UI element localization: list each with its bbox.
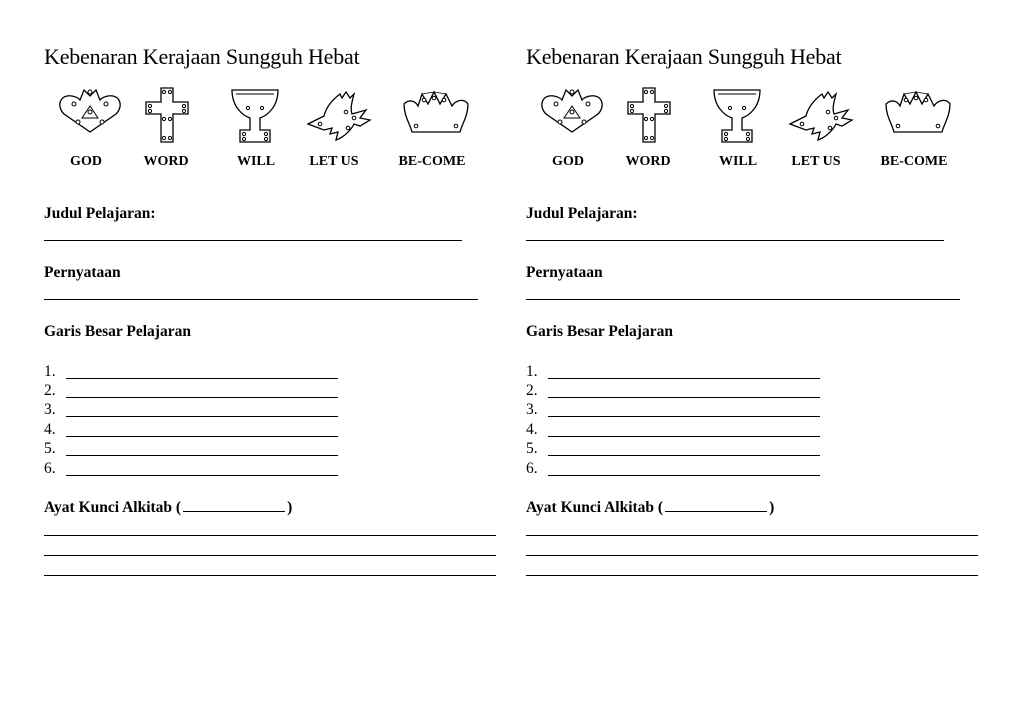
icon-label-will: WILL	[718, 154, 758, 169]
ayat-reference-blank[interactable]	[665, 499, 767, 512]
ayat-close-paren: )	[769, 499, 775, 516]
garis-besar-label: Garis Besar Pelajaran	[526, 323, 673, 340]
outline-line-5[interactable]	[548, 455, 820, 456]
outline-number: 6.	[526, 460, 538, 477]
pernyataan-line[interactable]	[526, 299, 960, 300]
ayat-line-1[interactable]	[44, 535, 496, 536]
icon-label-god: GOD	[70, 154, 102, 169]
ayat-close-paren: )	[287, 499, 293, 516]
outline-number: 1.	[526, 363, 538, 380]
ayat-line-2[interactable]	[526, 555, 978, 556]
outline-number: 2.	[526, 382, 538, 399]
outline-number: 2.	[44, 382, 56, 399]
heart-crown-icon	[540, 86, 604, 134]
icon-label-will: WILL	[236, 154, 276, 169]
ayat-line-3[interactable]	[44, 575, 496, 576]
icon-label-be-come: BE-COME	[880, 154, 948, 169]
judul-pelajaran-line[interactable]	[44, 240, 462, 241]
worksheet-panel-left	[44, 0, 514, 726]
cup-icon	[230, 86, 280, 144]
outline-line-6[interactable]	[548, 475, 820, 476]
judul-pelajaran-label: Judul Pelajaran:	[44, 205, 156, 222]
outline-number: 1.	[44, 363, 56, 380]
icon-label-word: WORD	[625, 154, 671, 169]
outline-line-4[interactable]	[66, 436, 338, 437]
ayat-kunci-text: Ayat Kunci Alkitab (	[526, 499, 664, 516]
cross-icon	[144, 86, 190, 144]
outline-number: 3.	[526, 401, 538, 418]
icon-label-let-us: LET US	[791, 154, 841, 169]
ayat-kunci-label	[44, 499, 292, 517]
worksheet-title: Kebenaran Kerajaan Sungguh Hebat	[44, 44, 360, 69]
outline-number: 4.	[44, 421, 56, 438]
judul-pelajaran-label: Judul Pelajaran:	[526, 205, 638, 222]
outline-line-6[interactable]	[66, 475, 338, 476]
outline-line-3[interactable]	[66, 416, 338, 417]
outline-line-1[interactable]	[66, 378, 338, 379]
outline-line-2[interactable]	[548, 397, 820, 398]
ayat-kunci-label	[526, 499, 774, 517]
judul-pelajaran-line[interactable]	[526, 240, 944, 241]
outline-line-1[interactable]	[548, 378, 820, 379]
outline-line-2[interactable]	[66, 397, 338, 398]
pernyataan-line[interactable]	[44, 299, 478, 300]
garis-besar-label: Garis Besar Pelajaran	[44, 323, 191, 340]
outline-line-3[interactable]	[548, 416, 820, 417]
outline-number: 4.	[526, 421, 538, 438]
pernyataan-label: Pernyataan	[526, 264, 603, 281]
crown-icon	[882, 86, 954, 136]
icon-label-god: GOD	[552, 154, 584, 169]
dove-icon	[306, 86, 374, 142]
worksheet-title: Kebenaran Kerajaan Sungguh Hebat	[526, 44, 842, 69]
heart-crown-icon	[58, 86, 122, 134]
outline-number: 3.	[44, 401, 56, 418]
ayat-kunci-text: Ayat Kunci Alkitab (	[44, 499, 182, 516]
outline-line-4[interactable]	[548, 436, 820, 437]
ayat-reference-blank[interactable]	[183, 499, 285, 512]
ayat-line-3[interactable]	[526, 575, 978, 576]
ayat-line-2[interactable]	[44, 555, 496, 556]
cross-icon	[626, 86, 672, 144]
ayat-line-1[interactable]	[526, 535, 978, 536]
outline-number: 5.	[526, 440, 538, 457]
dove-icon	[788, 86, 856, 142]
crown-icon	[400, 86, 472, 136]
icon-label-be-come: BE-COME	[398, 154, 466, 169]
outline-line-5[interactable]	[66, 455, 338, 456]
icon-label-word: WORD	[143, 154, 189, 169]
cup-icon	[712, 86, 762, 144]
outline-number: 6.	[44, 460, 56, 477]
worksheet-panel-right	[526, 0, 996, 726]
icon-label-let-us: LET US	[309, 154, 359, 169]
outline-number: 5.	[44, 440, 56, 457]
pernyataan-label: Pernyataan	[44, 264, 121, 281]
